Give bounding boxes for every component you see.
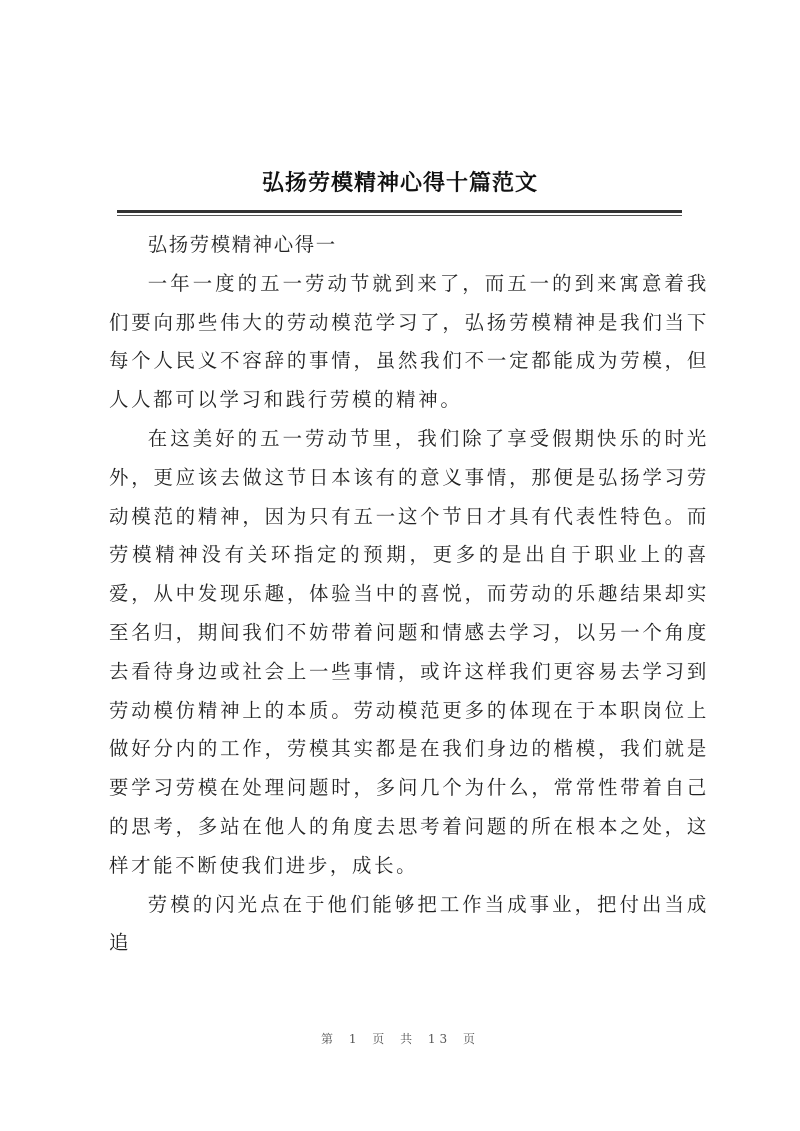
page-number-footer: 第 1 页 共 13 页: [321, 1032, 479, 1046]
document-body: [109, 226, 709, 963]
body-paragraph: 一年一度的五一劳动节就到来了，而五一的到来寓意着我们要向那些伟大的劳动模范学习了，弘扬劳模精神是我们当下每个人民义不容辞的事情，虽然我们不一定都能成为劳模，但人人都可以学习和践行劳模的精神。: [109, 271, 709, 412]
title-divider-thin: [117, 215, 682, 216]
title-divider: [117, 210, 682, 213]
page-title: 弘扬劳模精神心得十篇范文: [261, 170, 538, 196]
body-paragraph: 在这美好的五一劳动节里，我们除了享受假期快乐的时光外，更应该去做这节日本该有的意义事情，那便是弘扬学习劳动模范的精神，因为只有五一这个节日才具有代表性特色。而劳模精神没有关环指定的预期，更多的是出自于职业上的喜爱，从中发现乐趣，体验当中的喜悦，而劳动的乐趣结果却实至名归，期间我们不妨带着问题和情感去学习，以另一个角度去看待身边或社会上一些事情，或许这样我们更容易去学习到劳动模仿精神上的本质。劳动模范更多的体现在于本职岗位上做好分内的工作，劳模其实都是在我们身边的楷模，我们就是要学习劳模在处理问题时，多问几个为什么，常常性带着自己的思考，多站在他人的角度去思考着问题的所在根本之处，这样才能不断使我们进步，成长。: [109, 426, 709, 877]
section-heading: 弘扬劳模精神心得一: [147, 233, 337, 256]
body-paragraph: 劳模的闪光点在于他们能够把工作当成事业，把付出当成追: [109, 892, 709, 955]
